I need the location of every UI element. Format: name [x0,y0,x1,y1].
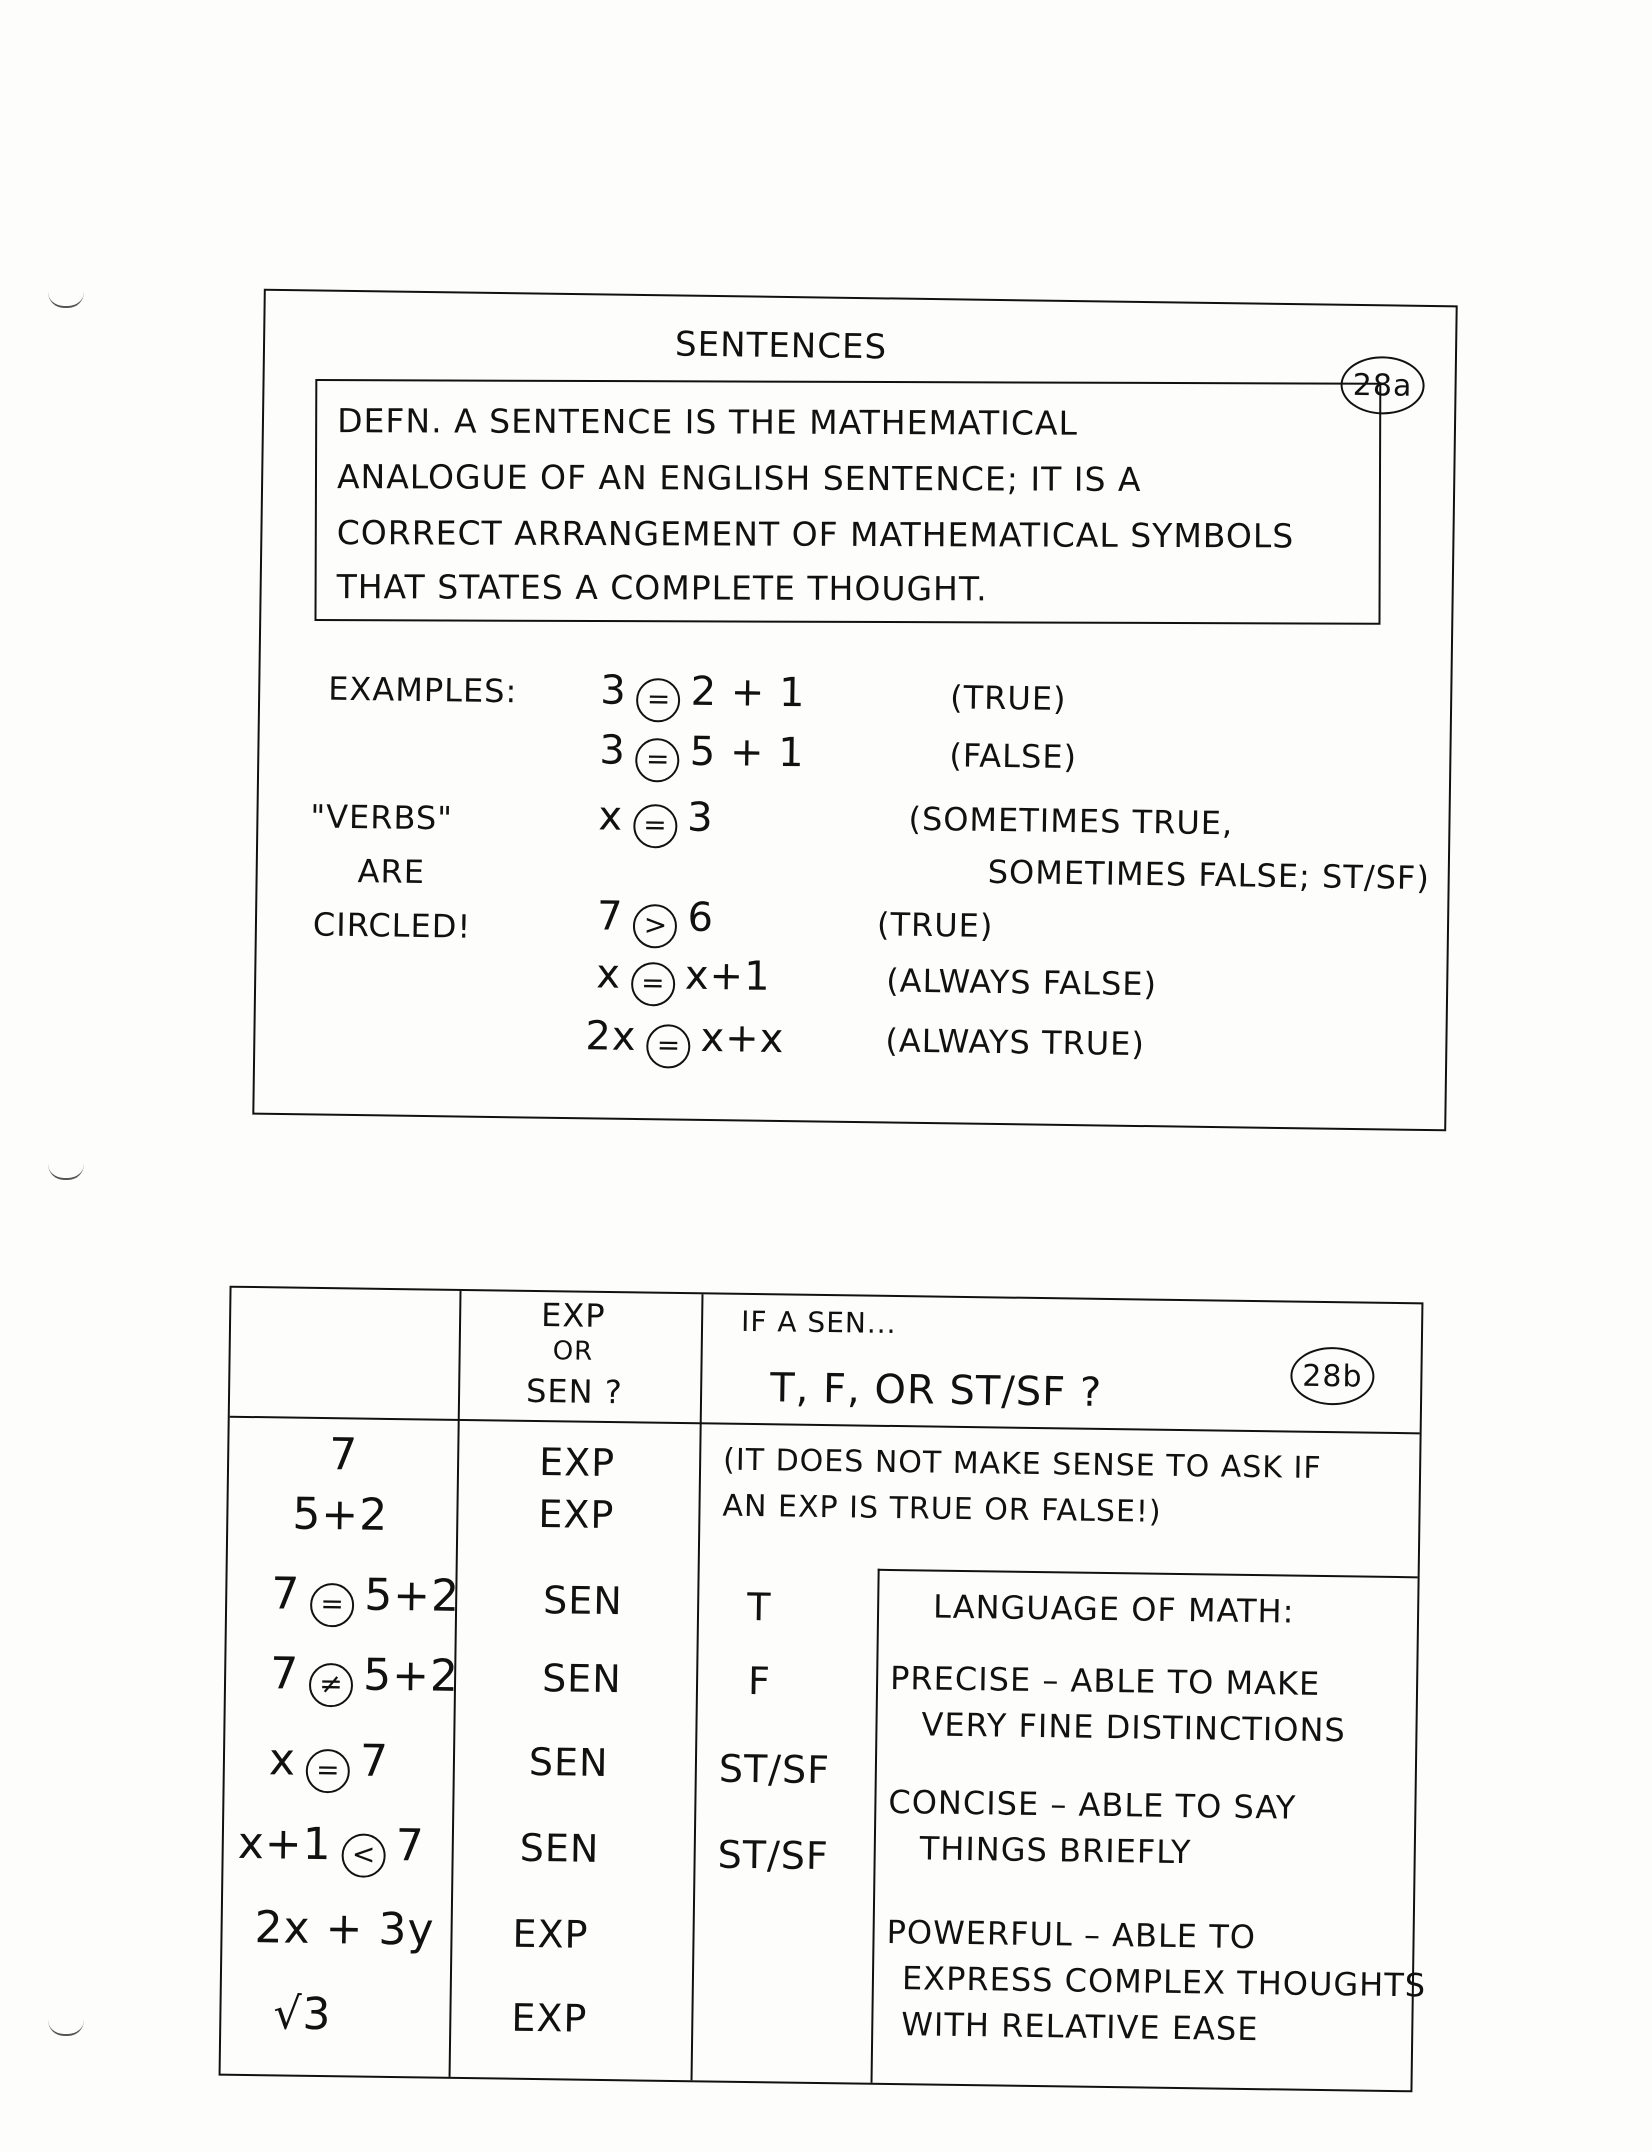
example-note: (TRUE) [949,678,1067,718]
language-box-divider [871,1569,880,2083]
card-number-badge: 28a [1340,356,1425,415]
example-right: 2 + 1 [690,668,806,717]
language-item: VERY FINE DISTINCTIONS [921,1705,1347,1750]
row-truth-value: F [747,1658,772,1704]
row-type: EXP [538,1440,616,1486]
verb-circle: ≠ [309,1662,354,1707]
verb-circle: = [306,1748,351,1793]
definition-box [314,379,1381,625]
example-note: (TRUE) [876,905,994,945]
example-row [597,893,715,948]
verb-circle: = [310,1582,355,1627]
row-type: EXP [511,1995,588,2041]
row-left: 7 [270,1568,301,1620]
definition-line: CORRECT ARRANGEMENT OF MATHEMATICAL SYMBOLS [336,513,1295,556]
header-tf: T, F, OR ST/SF ? [769,1365,1103,1416]
exp-note: (IT DOES NOT MAKE SENSE TO ASK IF [722,1442,1322,1486]
example-left: 2x [585,1013,637,1060]
example-row [598,793,714,848]
header-or: OR [552,1336,594,1367]
language-item: EXPRESS COMPLEX THOUGHTS [901,1959,1427,2005]
verbs-note: "VERBS" [310,797,454,838]
verbs-note: ARE [357,852,426,892]
example-row [599,727,805,783]
row-truth-value: ST/SF [718,1746,831,1793]
example-row [596,951,771,1007]
card-expressions-vs-sentences [219,1286,1427,2093]
row-right: 5+2 [363,1569,461,1622]
example-note: (ALWAYS TRUE) [885,1021,1146,1064]
binder-mark-top [48,292,84,308]
example-note: (FALSE) [949,736,1078,777]
definition-line: THAT STATES A COMPLETE THOUGHT. [336,567,988,609]
row-right: 5+2 [362,1649,460,1702]
row-right: 7 [359,1735,390,1787]
language-box-top [878,1569,1418,1579]
example-note: SOMETIMES FALSE; ST/SF) [987,852,1431,898]
row-sentence [271,1568,461,1628]
row-type: SEN [542,1578,624,1624]
language-item: POWERFUL – ABLE TO [886,1912,1257,1957]
card-number-badge: 28b [1290,1347,1375,1406]
row-type: EXP [512,1911,589,1957]
verb-circle: = [633,803,678,848]
language-item: PRECISE – ABLE TO MAKE [889,1658,1321,1703]
header-divider [230,1416,1420,1435]
binder-mark-middle [48,1164,84,1180]
row-expression: 2x + 3y [254,1902,435,1956]
example-left: 3 [599,667,628,714]
row-expression: √3 [273,1988,332,2041]
exp-note: AN EXP IS TRUE OR FALSE!) [722,1488,1162,1530]
example-left: x [595,951,622,998]
example-row [600,667,806,723]
header-sen: SEN ? [525,1371,624,1412]
example-right: 3 [686,794,714,842]
row-right: 7 [395,1820,426,1872]
row-type: SEN [541,1656,622,1702]
header-exp: EXP [540,1296,606,1335]
verb-circle: = [631,961,676,1006]
example-right: x+x [700,1014,785,1063]
example-note: (SOMETIMES TRUE, [908,799,1234,843]
example-left: 3 [599,727,627,774]
example-right: 5 + 1 [689,728,806,777]
header-if-sen: IF A SEN... [740,1304,897,1341]
row-type: SEN [519,1825,600,1871]
column-divider [691,1294,704,2080]
row-left: x [268,1734,297,1786]
binder-mark-bottom [48,2020,84,2036]
verb-circle: < [341,1833,386,1878]
verb-circle: = [646,1024,691,1069]
card-title: SENTENCES [674,324,888,368]
language-title: LANGUAGE OF MATH: [932,1587,1295,1631]
row-expression: 5+2 [292,1488,389,1541]
example-right: x+1 [684,952,771,1000]
row-truth-value: T [746,1584,772,1630]
row-type: SEN [528,1739,609,1786]
verb-circle: = [635,737,680,782]
example-note: (ALWAYS FALSE) [885,961,1158,1004]
example-left: x [598,793,624,840]
example-left: 7 [596,893,624,940]
card-sentences [252,289,1457,1132]
row-sentence [270,1648,460,1708]
row-sentence [237,1818,425,1878]
examples-label: EXAMPLES: [327,669,518,711]
definition-line: DEFN. A SENTENCE IS THE MATHEMATICAL [337,401,1078,443]
row-left: x+1 [237,1817,333,1871]
row-truth-value: ST/SF [717,1832,830,1879]
definition-line: ANALOGUE OF AN ENGLISH SENTENCE; IT IS A [336,457,1142,499]
example-right: 6 [687,894,715,942]
row-sentence [269,1734,390,1793]
verb-circle: > [633,903,678,948]
row-expression: 7 [328,1429,359,1481]
row-left: 7 [269,1648,300,1700]
verb-circle: = [636,677,681,722]
verbs-note: CIRCLED! [312,905,472,946]
language-item: CONCISE – ABLE TO SAY [888,1782,1297,1827]
row-type: EXP [538,1492,615,1538]
language-item: WITH RELATIVE EASE [901,2005,1259,2049]
language-item: THINGS BRIEFLY [919,1829,1192,1872]
example-row [585,1013,785,1069]
